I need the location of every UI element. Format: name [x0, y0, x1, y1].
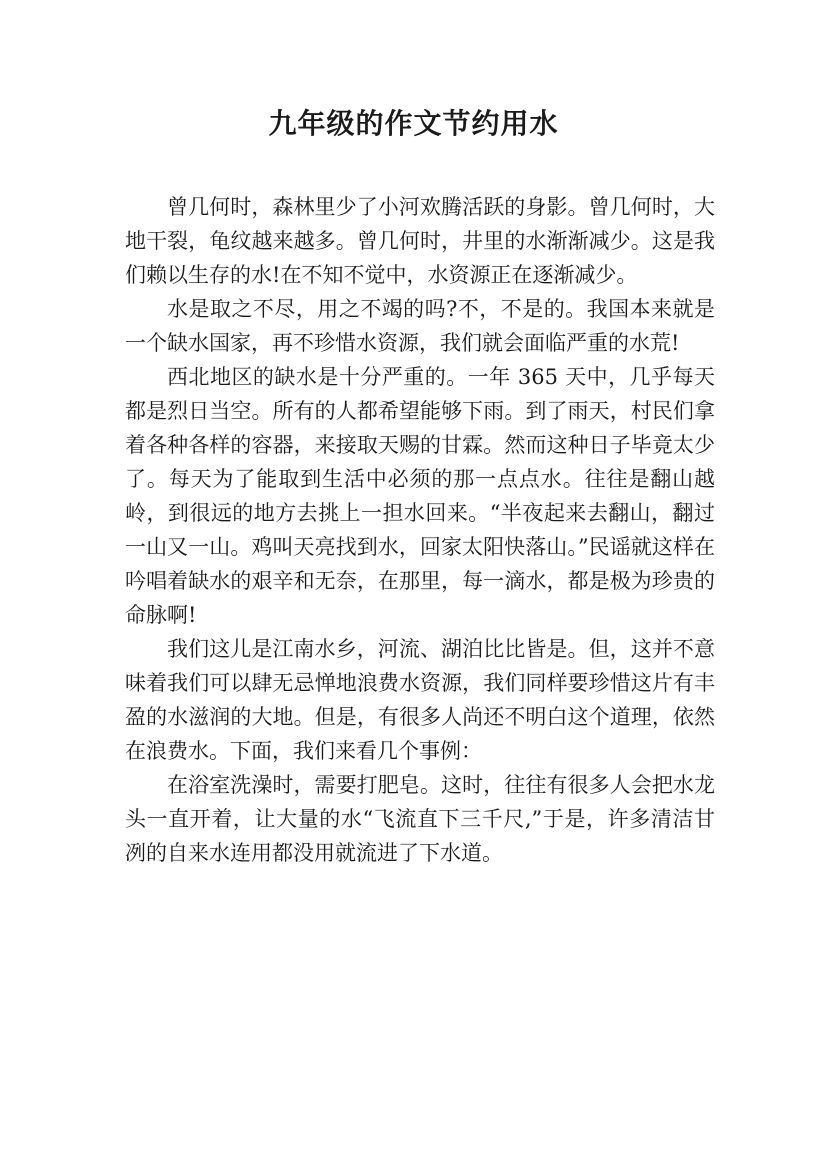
- paragraph-1: 曾几何时，森林里少了小河欢腾活跃的身影。曾几何时，大地干裂，龟纹越来越多。曾几何时，井里的水渐渐减少。这是我们赖以生存的水!在不知不觉中，水资源正在逐渐减少。: [125, 195, 715, 287]
- document-title: 九年级的作文节约用水: [268, 107, 559, 140]
- paragraph-4: 我们这儿是江南水乡，河流、湖泊比比皆是。但，这并不意味着我们可以肆无忌惮地浪费水资源，我们同样要珍惜这片有丰盈的水滋润的大地。但是，有很多人尚还不明白这个道理，依然在浪费水。下面，我们来看几个事例：: [125, 637, 715, 763]
- paragraph-3: 西北地区的缺水是十分严重的。一年 365 天中，几乎每天都是烈日当空。所有的人都希望能够下雨。到了雨天，村民们拿着各种各样的容器，来接取天赐的甘霖。然而这种日子毕竟太少了。每天为了能取到生活中必须的那一点点水。往往是翻山越岭，到很远的地方去挑上一担水回来。“半夜起来去翻山，翻过一山又一山。鸡叫天亮找到水，回家太阳快落山。”民谣就这样在吟唱着缺水的艰辛和无奈，在那里，每一滴水，都是极为珍贵的命脉啊!: [125, 365, 715, 627]
- document-body: [125, 190, 715, 870]
- paragraph-5: 在浴室洗澡时，需要打肥皂。这时，往往有很多人会把水龙头一直开着，让大量的水“飞流直下三千尺,”于是，许多清洁甘冽的自来水连用都没用就流进了下水道。: [125, 773, 715, 865]
- paragraph-2: 水是取之不尽，用之不竭的吗?不，不是的。我国本来就是一个缺水国家，再不珍惜水资源，我们就会面临严重的水荒!: [125, 297, 715, 355]
